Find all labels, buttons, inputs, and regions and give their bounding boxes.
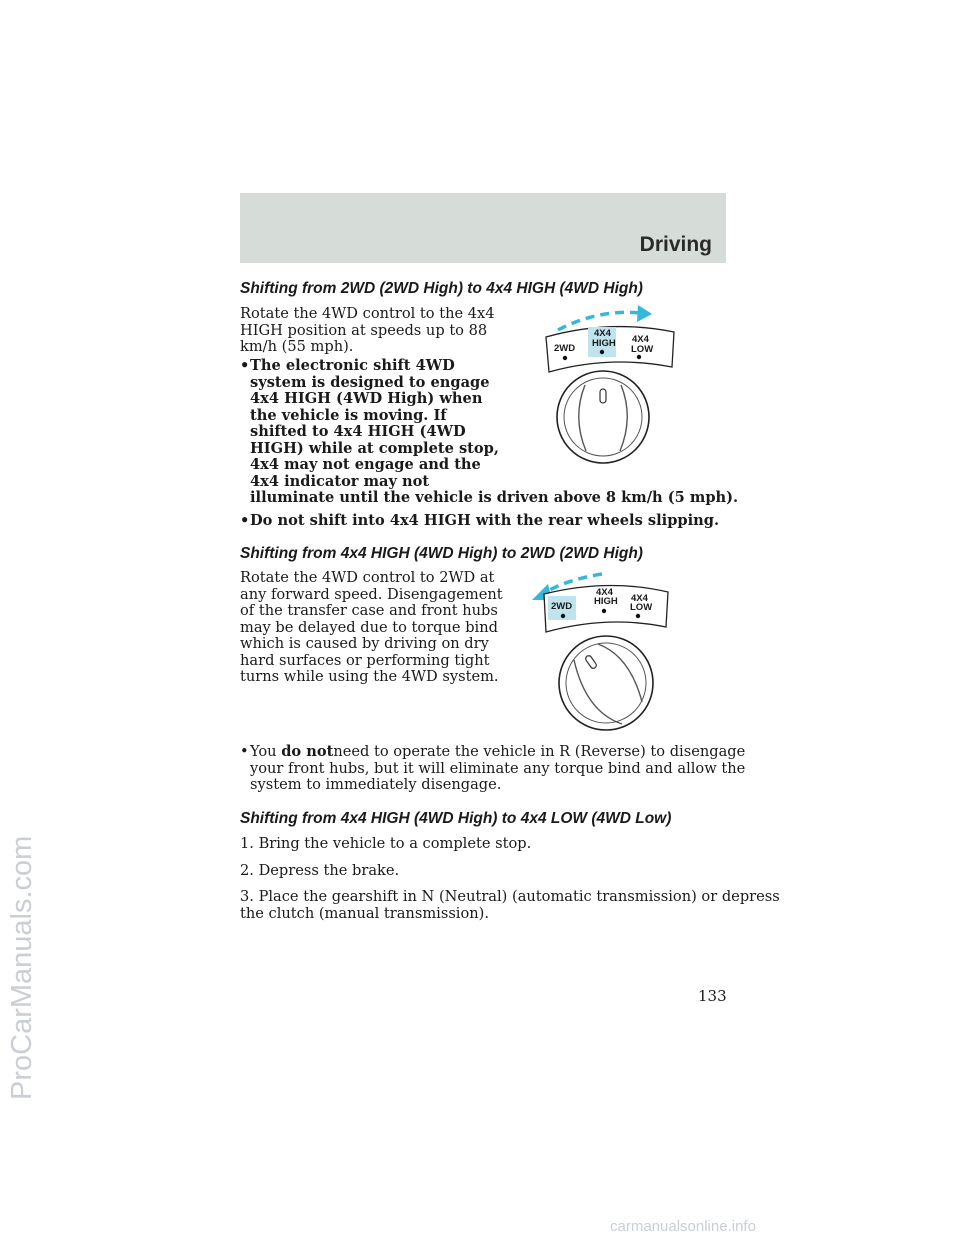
step-2: 2. Depress the brake. — [240, 862, 400, 879]
text-line: HIGH) while at complete stop, — [250, 439, 499, 457]
text-line: any forward speed. Disengagement — [240, 585, 503, 603]
label-high: HIGH — [594, 596, 618, 607]
emphasis-text: do not — [281, 743, 334, 760]
label-2wd: 2WD — [551, 601, 573, 612]
text-line: illuminate until the vehicle is driven above 8 km/h (5 mph). — [250, 489, 739, 506]
bullet-icon: • — [240, 357, 250, 374]
heading-4x4-high-to-4x4-low: Shifting from 4x4 HIGH (4WD High) to 4x4 LOW (4WD Low) — [240, 810, 672, 827]
label-4x4-high-top: 4X4 — [594, 328, 611, 339]
heading-2wd-to-4x4-high: Shifting from 2WD (2WD High) to 4x4 HIGH (4WD High) — [240, 280, 643, 297]
dial-knob — [557, 371, 649, 463]
section2-intro — [240, 570, 503, 686]
text-line: turns while using the 4WD system. — [240, 668, 499, 685]
text-line: which is caused by driving on dry — [240, 635, 489, 652]
text-line: the vehicle is moving. If — [250, 406, 447, 424]
text-line: 3. Place the gearshift in N (Neutral) (automatic transmission) or depress — [240, 888, 780, 905]
label-4x4-low-top: 4X4 — [631, 593, 648, 604]
4wd-dial-figure-high — [540, 305, 690, 473]
text-line: The electronic shift 4WD — [250, 357, 455, 374]
label-2wd: 2WD — [554, 343, 576, 354]
text-line: km/h (55 mph). — [240, 338, 354, 355]
text-line: HIGH position at speeds up to 88 — [240, 321, 488, 339]
text-line: Do not shift into 4x4 HIGH with the rear wheels slipping. — [250, 512, 720, 529]
section-title: Driving — [639, 233, 712, 256]
heading-4x4-high-to-2wd: Shifting from 4x4 HIGH (4WD High) to 2WD (2WD High) — [240, 545, 643, 562]
text-line: Rotate the 4WD control to the 4x4 — [240, 305, 495, 322]
step-1: 1. Bring the vehicle to a complete stop. — [240, 835, 532, 852]
text-line: may be delayed due to torque bind — [240, 618, 498, 636]
bullet-icon: • — [240, 512, 250, 529]
text-run: You — [250, 743, 277, 760]
footer-watermark: carmanualsonline.info — [610, 1218, 756, 1235]
text-line: 4x4 HIGH (4WD High) when — [250, 390, 483, 407]
label-4x4-high-top: 4X4 — [596, 587, 613, 598]
text-run: need to operate the vehicle in R (Reverse) to disengage — [333, 743, 746, 760]
section1-bullet-2 — [240, 513, 719, 530]
section1-intro — [240, 306, 495, 356]
text-line: your front hubs, but it will eliminate any torque bind and allow the — [250, 759, 746, 777]
text-line: hard surfaces or performing tight — [240, 651, 490, 669]
page-number: 133 — [698, 987, 727, 1005]
arrow-head-icon — [637, 305, 652, 322]
text-line: system to immediately disengage. — [250, 776, 502, 793]
section2-bullet — [240, 744, 745, 794]
header-band — [240, 193, 726, 263]
text-line: 4x4 may not engage and the — [250, 456, 481, 473]
label-high: HIGH — [592, 338, 616, 349]
4wd-dial-figure-2wd — [530, 572, 680, 742]
text-line: shifted to 4x4 HIGH (4WD — [250, 423, 466, 440]
text-line: of the transfer case and front hubs — [240, 602, 498, 619]
text-line: Rotate the 4WD control to 2WD at — [240, 569, 495, 586]
step-3 — [240, 889, 780, 922]
side-watermark: ProCarManuals.com — [6, 835, 38, 1100]
text-line: system is designed to engage — [250, 373, 490, 391]
dial-pointer — [600, 389, 606, 403]
label-4x4-low-top: 4X4 — [632, 334, 649, 345]
bullet-icon: • — [240, 743, 249, 760]
label-low: LOW — [630, 602, 653, 613]
text-line: the clutch (manual transmission). — [240, 904, 489, 922]
label-low: LOW — [631, 344, 654, 355]
text-line: 4x4 indicator may not — [250, 472, 430, 490]
